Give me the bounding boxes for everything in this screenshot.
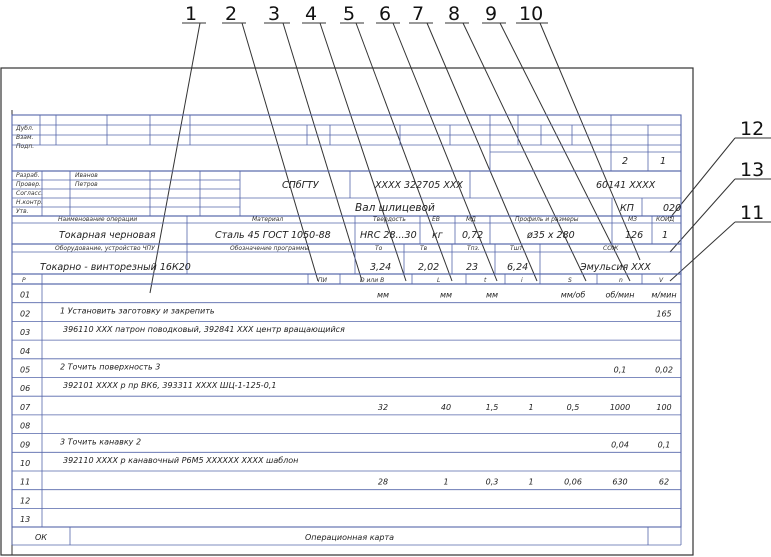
row-number: 04 — [20, 346, 31, 356]
mz-value: 126 — [625, 230, 644, 241]
ph-d: D или В — [360, 277, 385, 284]
callout-5: 5 — [343, 3, 356, 25]
header-profile: Профиль и размеры — [515, 216, 579, 223]
label-podp: Подп. — [16, 143, 35, 150]
callout-10: 10 — [519, 3, 544, 25]
row-text: 392101 ХХХХ р пр ВК6, 393311 ХХХХ ШЦ-1-125-0,1 — [63, 381, 277, 391]
callout-numbers — [185, 3, 764, 224]
row-cell-v: 165 — [656, 309, 672, 319]
profile-value: ø35 х 280 — [527, 230, 575, 241]
header-ev: ЕВ — [432, 216, 440, 223]
label-dubl: Дубл. — [16, 125, 34, 132]
row-number: 10 — [20, 459, 31, 468]
md-value: 0,72 — [462, 230, 484, 241]
row-cell-d: 28 — [377, 477, 389, 487]
operation-rows — [12, 284, 681, 527]
header-mz: МЗ — [628, 216, 638, 223]
organization: СПбГТУ — [282, 180, 319, 191]
header-program: Обозначение программы — [230, 245, 310, 252]
row-text: 1 Установить заготовку и закрепить — [60, 306, 215, 316]
ph-pi: ПИ — [318, 277, 327, 284]
row-cell-i: 1 — [528, 402, 534, 412]
row-cell-n: об/мин — [605, 290, 635, 300]
ph-l: L — [437, 277, 441, 284]
koid-value: 1 — [662, 230, 669, 241]
ev-value: кг — [432, 230, 443, 241]
row-cell-n: 630 — [612, 477, 628, 487]
row-cell-v: 100 — [656, 402, 672, 412]
header-hardness: Твердость — [373, 216, 406, 223]
header-koid: КОИД — [656, 216, 675, 223]
callout-underlines — [182, 23, 771, 222]
footer-title: Операционная карта — [305, 533, 395, 542]
ph-i: i — [521, 277, 523, 284]
row-cell-i: 1 — [528, 477, 534, 487]
checker-name: Петров — [75, 181, 98, 188]
role-soglas: Согласс. — [16, 190, 44, 197]
header-operation: Наименование операции — [58, 216, 138, 223]
callout-6: 6 — [379, 3, 392, 25]
header-tv: Тв — [420, 245, 428, 252]
operation-name: Токарная черновая — [59, 230, 156, 241]
row-cell-s: мм/об — [560, 290, 586, 300]
header-equipment: Оборудование, устройство ЧПУ — [55, 245, 155, 252]
callout-1: 1 — [185, 3, 198, 25]
callout-4: 4 — [305, 3, 318, 25]
row-number: 09 — [20, 440, 31, 450]
callout-7: 7 — [412, 3, 425, 25]
row-cell-v: м/мин — [651, 290, 677, 300]
row-cell-t: мм — [485, 290, 499, 300]
row-cell-l: 1 — [443, 477, 449, 487]
footer — [12, 527, 681, 545]
row-text: 2 Точить поверхность 3 — [60, 362, 161, 372]
row-cell-v: 0,02 — [655, 365, 673, 375]
row-cell-n: 0,04 — [611, 440, 629, 450]
callout-12: 12 — [740, 118, 765, 140]
part-name: Вал шлицевой — [355, 202, 435, 214]
kp-value: 020 — [663, 203, 682, 214]
row-cell-s: 0,5 — [566, 402, 580, 412]
header-sozh: СОЖ — [603, 245, 619, 252]
row-cell-n: 0,1 — [613, 365, 627, 375]
footer-ok: ОК — [35, 533, 47, 542]
equipment-value: Токарно - винторезный 16К20 — [40, 262, 191, 273]
ph-n: n — [619, 277, 623, 284]
row-cell-d: 32 — [377, 402, 389, 412]
tpz-value: 23 — [466, 262, 479, 273]
row-text: 392110 ХХХХ р канавочный Р6М5 ХХХХХХ ХХХХ шаблон — [63, 456, 299, 465]
row-number: 02 — [20, 309, 31, 319]
role-nkontr: Н.контр. — [16, 199, 43, 206]
row-cell-l: 40 — [440, 402, 452, 412]
callout-2: 2 — [225, 3, 238, 25]
header-tpz: Тпз. — [467, 245, 480, 252]
param-header-row — [12, 274, 681, 284]
hardness-value: HRC 28...30 — [360, 230, 417, 241]
row-cell-n: 1000 — [609, 402, 631, 412]
to-value: 3,24 — [370, 262, 392, 273]
ph-p: Р — [22, 277, 26, 284]
kp-label: КП — [620, 203, 634, 214]
leader-lines — [150, 23, 735, 293]
role-utv: Утв. — [16, 208, 29, 215]
group-code: 60141 ХХХХ — [596, 180, 656, 191]
sheet-number: 1 — [660, 156, 667, 167]
row-cell-l: мм — [439, 290, 453, 300]
ph-v: V — [659, 277, 664, 284]
row-number: 12 — [20, 496, 31, 506]
sozh-value: Эмульсия ХХХ — [580, 262, 651, 273]
ph-t: t — [484, 277, 487, 284]
row-number: 13 — [20, 515, 31, 525]
tv-value: 2,02 — [418, 262, 440, 273]
row-cell-v: 0,1 — [657, 440, 671, 450]
equipment-row — [12, 244, 681, 274]
sheet-total: 2 — [622, 156, 629, 167]
row-number: 08 — [20, 421, 31, 431]
callout-11: 11 — [740, 202, 765, 224]
callout-9: 9 — [485, 3, 498, 25]
callout-13: 13 — [740, 159, 765, 181]
callout-8: 8 — [448, 3, 461, 25]
row-cell-v: 62 — [658, 477, 670, 487]
label-vzam: Взам. — [16, 134, 34, 141]
row-cell-s: 0,06 — [564, 477, 582, 487]
developer-name: Иванов — [75, 172, 98, 179]
row-number: 05 — [20, 365, 31, 375]
row-number: 07 — [20, 402, 31, 412]
callout-3: 3 — [268, 3, 281, 25]
row-number: 01 — [20, 290, 31, 300]
header-tsht: Тшт. — [510, 245, 525, 252]
row-cell-t: 1,5 — [485, 402, 499, 412]
header-material: Материал — [252, 216, 284, 223]
document-code: ХХХХ 322705 ХХХ — [375, 180, 463, 191]
row-number: 11 — [20, 477, 31, 487]
role-prover: Провер. — [16, 181, 41, 188]
header-md: МД — [466, 216, 476, 223]
row-text: 396110 ХХХ патрон поводковый, 392841 ХХХ центр вращающийся — [63, 325, 345, 335]
row-number: 03 — [20, 328, 31, 338]
header-to: То — [375, 245, 383, 252]
row-number: 06 — [20, 384, 31, 394]
signature-block — [12, 171, 681, 216]
top-stamp — [12, 115, 681, 171]
material-value: Сталь 45 ГОСТ 1050-88 — [215, 230, 331, 241]
row-cell-d: мм — [376, 290, 390, 300]
row-text: 3 Точить канавку 2 — [60, 437, 142, 447]
role-razrab: Разраб. — [16, 172, 40, 179]
row-cell-t: 0,3 — [485, 477, 499, 487]
ph-s: S — [568, 277, 572, 284]
tsht-value: 6,24 — [507, 262, 529, 273]
